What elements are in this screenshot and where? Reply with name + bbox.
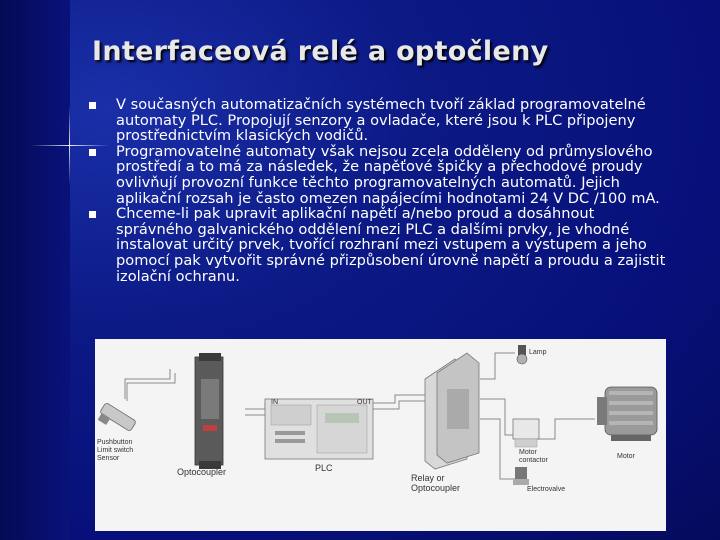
motor-shape [597,387,657,441]
square-bullet-icon [89,211,96,218]
out-label: OUT [357,399,372,406]
interface-diagram-drawing [95,339,666,531]
bullet-text: Programovatelné automaty však nejsou zcela odděleny od průmyslového prostředí a to má za následek, že napěťové špičky a přechodové proudy ovlivňují provozní funkce těchto programovatelných automatů. Jejich aplikační rozsah je často omezen napájecími hodnotami 24 V DC /100 mA. [116,142,660,207]
proximity-sensor-shape [98,402,137,431]
bullet-item [86,97,666,144]
bullet-item [86,206,666,284]
plc-label: PLC [315,463,333,473]
slide-title: Interfaceová relé a optočleny [92,36,549,67]
motor-label: Motor [617,453,635,460]
left-decorative-band [0,0,70,540]
lamp-label: Lamp [529,349,547,356]
bullet-text: Chceme-li pak upravit aplikační napětí a/nebo proud a dosáhnout správného galvanického oddělení mezi PLC a dalšími prvky, je vhodné instalovat určitý prvek, tvořící rozhraní mezi vstupem a výstupem a jeho pomocí pak vytvořit správné přizpůsobení úrovně napětí a proudu a zajistit izolační ochranu. [116,205,666,285]
plc-unit-shape [265,399,373,459]
lamp-shape [517,345,527,364]
sparkle-vertical-line [69,105,70,185]
bullet-item [86,144,666,206]
electrovalve-label: Electrovalve [527,486,566,493]
in-label: IN [271,399,278,406]
square-bullet-icon [89,149,96,156]
electrovalve-shape [513,467,529,485]
optocoupler-module-shape [195,353,223,469]
bullet-text: V současných automatizačních systémech tvoří základ programovatelné automaty PLC. Propojují senzory a ovladače, které jsou k PLC připojeny prostřednictvím klasických vodičů. [116,96,646,145]
square-bullet-icon [89,102,96,109]
motor-contactor-label: Motor contactor [519,449,548,464]
bullet-list [86,97,666,284]
sensor-label: Pushbutton Limit switch Sensor [97,439,134,462]
relay-label: Relay or Optocoupler [411,473,461,493]
interface-diagram-image [95,339,666,531]
optocoupler-label: Optocoupler [177,467,227,477]
relay-module-shape [425,353,479,469]
motor-contactor-shape [513,419,539,447]
